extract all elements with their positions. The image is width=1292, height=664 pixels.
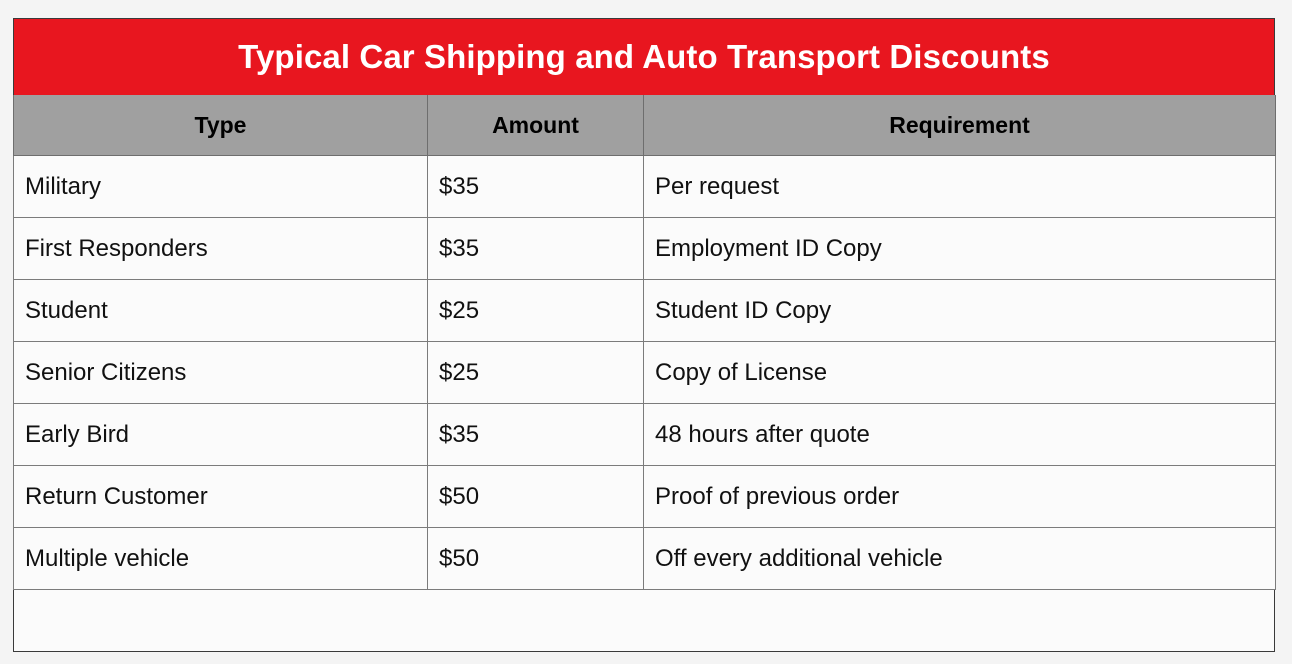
table-row <box>14 156 1276 218</box>
table-row <box>14 528 1276 590</box>
cell-type: Military <box>14 156 428 218</box>
cell-type: Senior Citizens <box>14 342 428 404</box>
column-header-type: Type <box>14 95 428 156</box>
table-row <box>14 466 1276 528</box>
cell-type: Return Customer <box>14 466 428 528</box>
discounts-table-card <box>13 18 1275 652</box>
cell-requirement: Off every additional vehicle <box>644 528 1276 590</box>
cell-amount: $25 <box>428 280 644 342</box>
cell-type: First Responders <box>14 218 428 280</box>
cell-amount: $35 <box>428 404 644 466</box>
cell-requirement: Employment ID Copy <box>644 218 1276 280</box>
table-row <box>14 280 1276 342</box>
cell-amount: $50 <box>428 466 644 528</box>
cell-requirement: Student ID Copy <box>644 280 1276 342</box>
table-row <box>14 218 1276 280</box>
cell-requirement: Per request <box>644 156 1276 218</box>
table-title: Typical Car Shipping and Auto Transport Discounts <box>14 19 1274 95</box>
cell-amount: $50 <box>428 528 644 590</box>
cell-requirement: Copy of License <box>644 342 1276 404</box>
discounts-table <box>13 95 1276 590</box>
table-row <box>14 404 1276 466</box>
cell-requirement: 48 hours after quote <box>644 404 1276 466</box>
table-row <box>14 342 1276 404</box>
cell-requirement: Proof of previous order <box>644 466 1276 528</box>
table-footer-empty <box>14 590 1274 650</box>
cell-amount: $25 <box>428 342 644 404</box>
cell-type: Early Bird <box>14 404 428 466</box>
table-header-row <box>14 95 1276 156</box>
cell-type: Student <box>14 280 428 342</box>
cell-amount: $35 <box>428 218 644 280</box>
column-header-amount: Amount <box>428 95 644 156</box>
cell-type: Multiple vehicle <box>14 528 428 590</box>
cell-amount: $35 <box>428 156 644 218</box>
column-header-requirement: Requirement <box>644 95 1276 156</box>
